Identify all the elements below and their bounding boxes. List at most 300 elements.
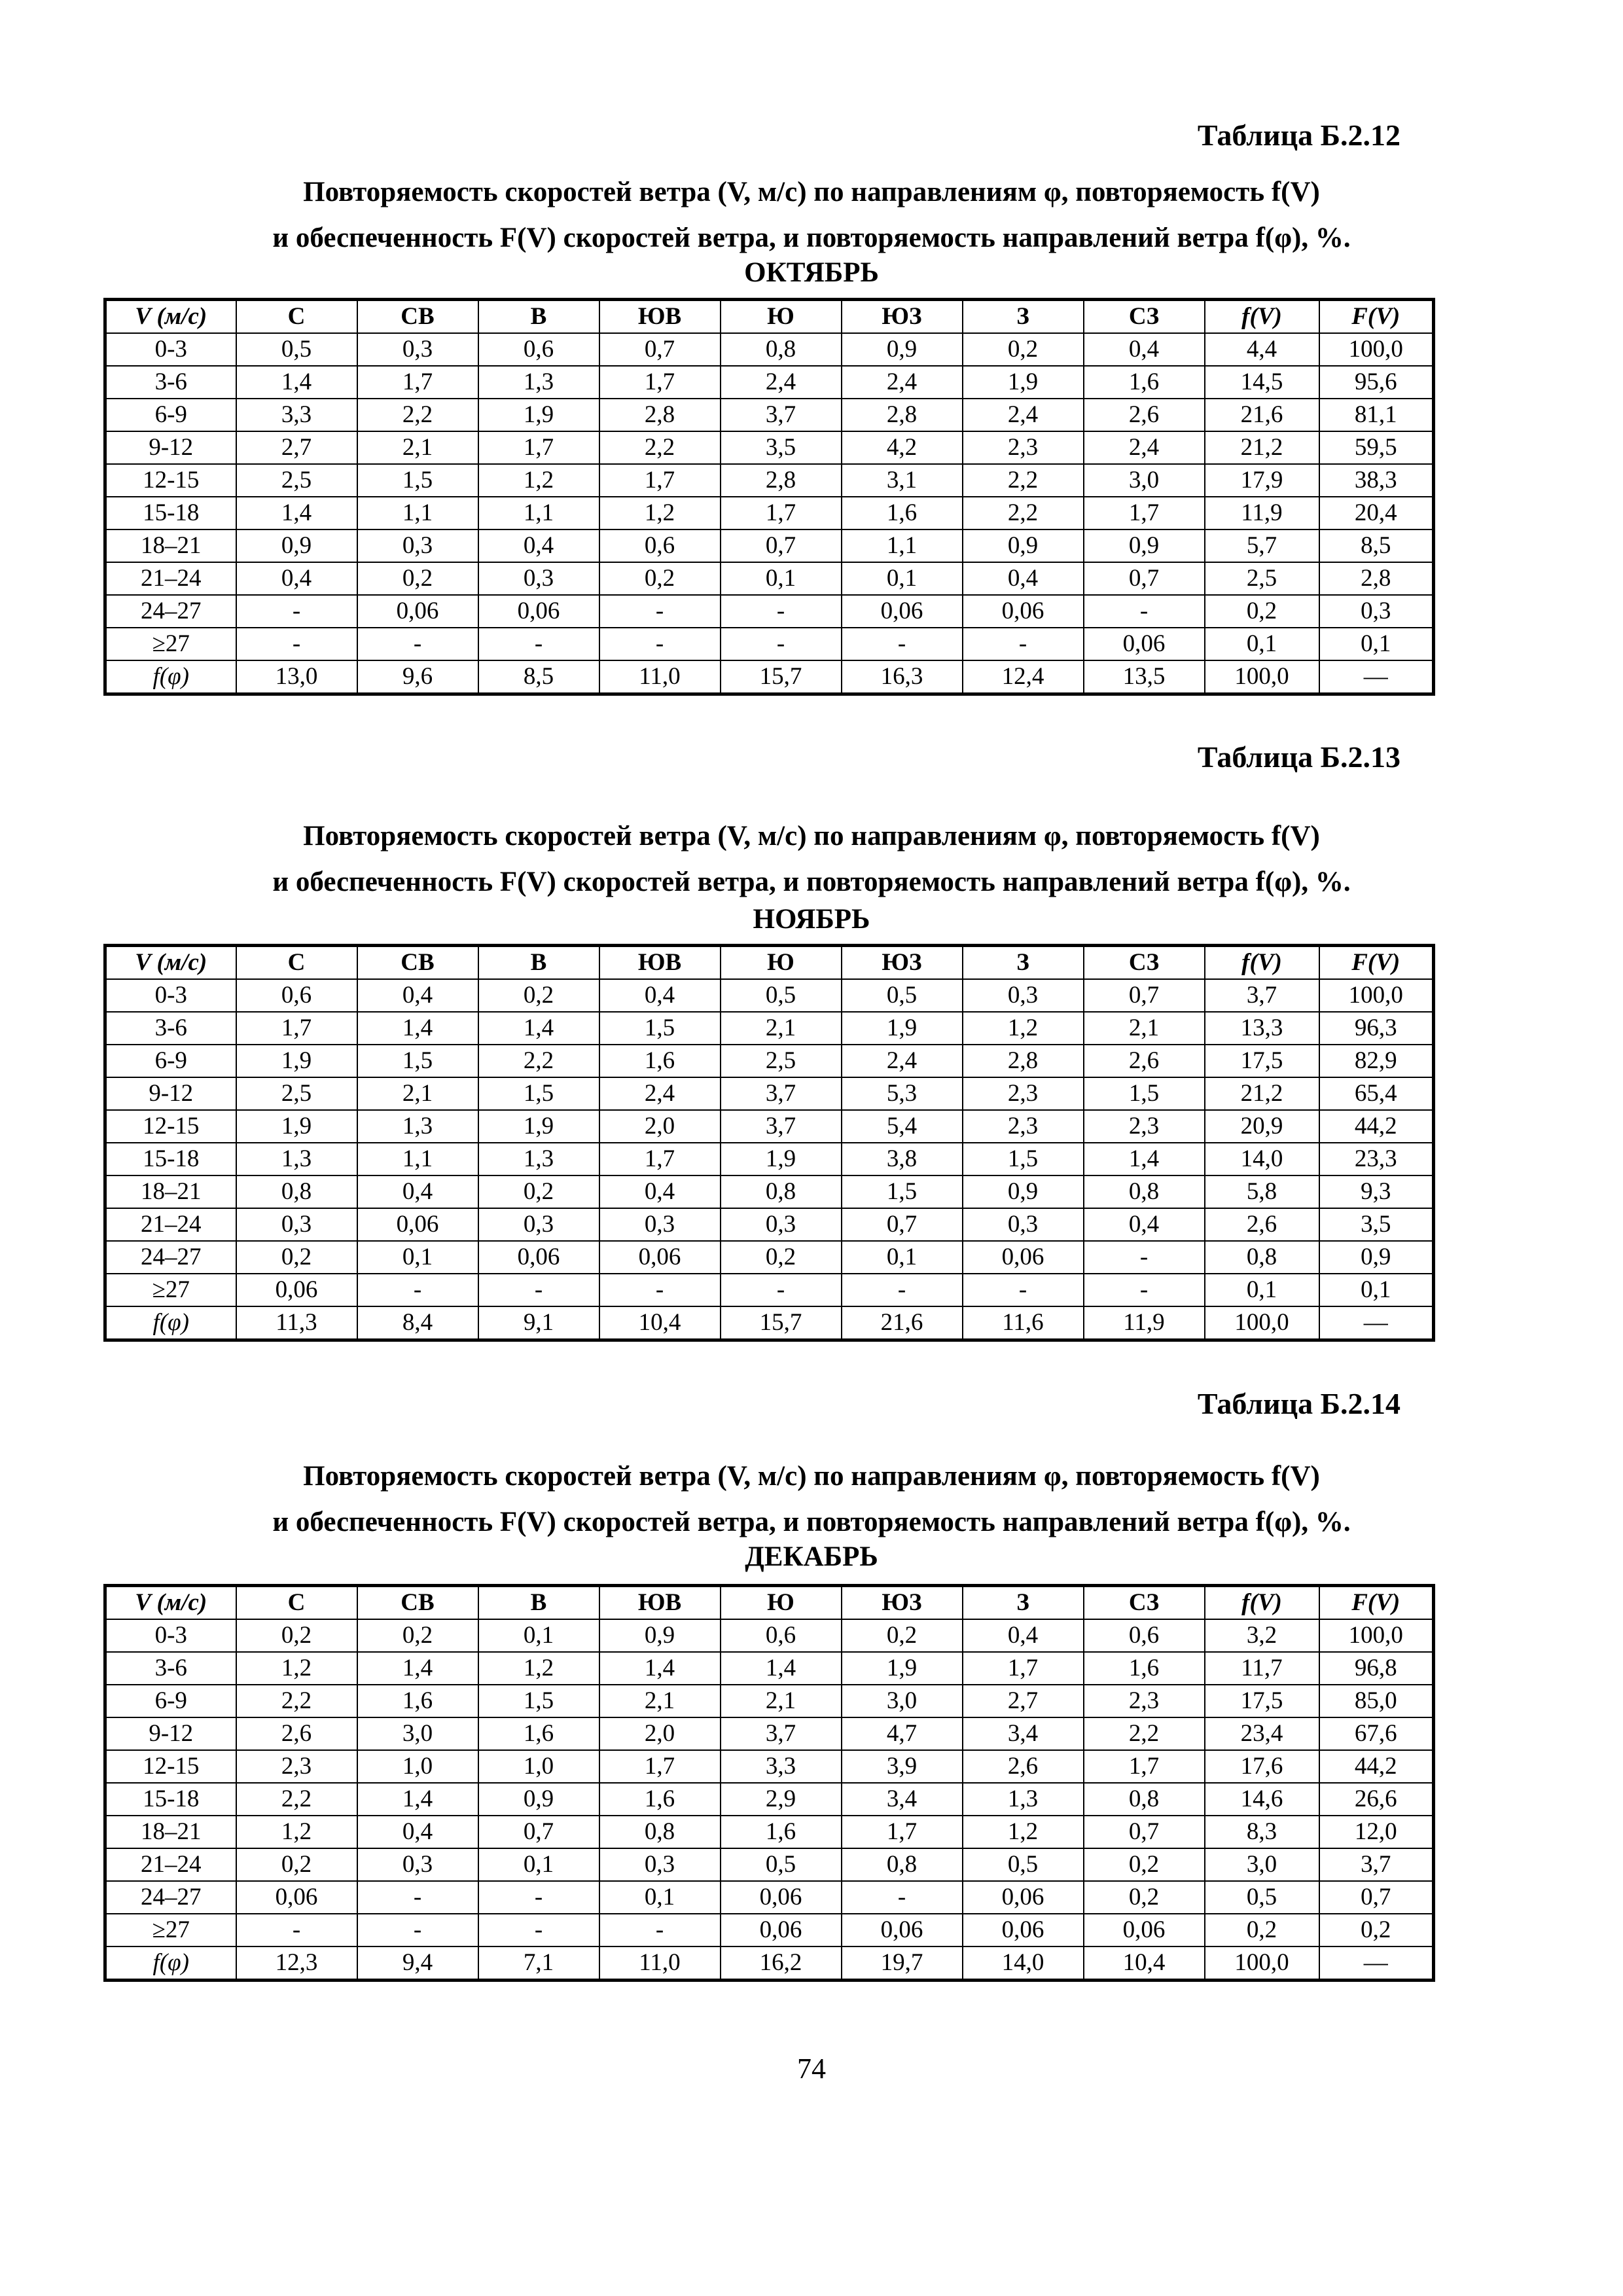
value-cell: 0,8	[1084, 1175, 1205, 1208]
value-cell: 0,3	[963, 1208, 1084, 1241]
value-cell: 10,4	[599, 1306, 721, 1340]
value-cell: 2,6	[236, 1717, 357, 1750]
column-header: З	[963, 1586, 1084, 1620]
value-cell: 100,0	[1205, 660, 1319, 694]
month-title: НОЯБРЬ	[753, 904, 870, 935]
value-cell: 1,2	[236, 1652, 357, 1685]
value-cell: 1,1	[357, 497, 478, 529]
value-cell: 0,06	[963, 1241, 1084, 1274]
value-cell: 0,5	[1205, 1881, 1319, 1914]
value-cell: -	[842, 1274, 963, 1306]
column-header: V (м/с)	[105, 1586, 236, 1620]
value-cell: 2,3	[236, 1750, 357, 1783]
value-cell: 0,2	[599, 562, 721, 595]
value-cell: 1,7	[963, 1652, 1084, 1685]
direction-frequency-row	[105, 1306, 1434, 1340]
value-cell: 0,2	[1205, 595, 1319, 628]
value-cell: 2,1	[721, 1685, 842, 1717]
value-cell: 0,8	[842, 1848, 963, 1881]
value-cell: -	[599, 1914, 721, 1946]
value-cell: 14,0	[963, 1946, 1084, 1981]
value-cell: 0,9	[963, 1175, 1084, 1208]
row-label-cell: 0-3	[105, 333, 236, 366]
value-cell: 3,9	[842, 1750, 963, 1783]
value-cell: 1,3	[236, 1143, 357, 1175]
value-cell: 100,0	[1205, 1306, 1319, 1340]
value-cell: 2,3	[963, 431, 1084, 464]
row-label-cell: f(φ)	[105, 660, 236, 694]
value-cell: -	[599, 1274, 721, 1306]
value-cell: 2,1	[357, 1077, 478, 1110]
value-cell: 0,3	[236, 1208, 357, 1241]
value-cell: 1,3	[478, 1143, 599, 1175]
column-header: В	[478, 946, 599, 980]
column-header: В	[478, 1586, 599, 1620]
value-cell: -	[357, 1881, 478, 1914]
value-cell: 0,4	[599, 979, 721, 1012]
value-cell: 3,7	[1205, 979, 1319, 1012]
value-cell: 2,6	[1084, 1045, 1205, 1077]
table-row	[105, 1750, 1434, 1783]
value-cell: 0,06	[842, 595, 963, 628]
value-cell: 16,3	[842, 660, 963, 694]
value-cell: -	[236, 628, 357, 660]
value-cell: 5,3	[842, 1077, 963, 1110]
value-cell: 100,0	[1319, 333, 1434, 366]
value-cell: 1,7	[478, 431, 599, 464]
value-cell: 2,4	[963, 399, 1084, 431]
value-cell: 0,7	[842, 1208, 963, 1241]
value-cell: 0,1	[357, 1241, 478, 1274]
month-title: ДЕКАБРЬ	[745, 1541, 878, 1572]
value-cell: 0,4	[357, 1175, 478, 1208]
value-cell: 0,3	[478, 562, 599, 595]
value-cell: 1,2	[478, 464, 599, 497]
value-cell: -	[236, 595, 357, 628]
value-cell: 3,0	[842, 1685, 963, 1717]
value-cell: 0,9	[842, 333, 963, 366]
value-cell: 2,2	[236, 1783, 357, 1816]
value-cell: 3,2	[1205, 1619, 1319, 1652]
row-label-cell: 21–24	[105, 1208, 236, 1241]
value-cell: 0,8	[721, 333, 842, 366]
value-cell: 3,7	[721, 1110, 842, 1143]
column-header: СВ	[357, 1586, 478, 1620]
value-cell: 2,3	[963, 1110, 1084, 1143]
row-label-cell: 6-9	[105, 1685, 236, 1717]
value-cell: 0,9	[478, 1783, 599, 1816]
value-cell: 9,4	[357, 1946, 478, 1981]
value-cell: 1,9	[721, 1143, 842, 1175]
value-cell: 0,9	[963, 529, 1084, 562]
value-cell: 0,1	[842, 1241, 963, 1274]
row-label-cell: 12-15	[105, 464, 236, 497]
table-row	[105, 1881, 1434, 1914]
value-cell: 0,6	[236, 979, 357, 1012]
value-cell: 0,7	[1084, 979, 1205, 1012]
value-cell: 14,6	[1205, 1783, 1319, 1816]
value-cell: 5,7	[1205, 529, 1319, 562]
value-cell: 2,7	[963, 1685, 1084, 1717]
value-cell: 2,3	[1084, 1685, 1205, 1717]
column-header: Ю	[721, 946, 842, 980]
column-header: f(V)	[1205, 946, 1319, 980]
table-label: Таблица Б.2.13	[1197, 740, 1400, 774]
value-cell: 1,3	[478, 366, 599, 399]
value-cell: -	[963, 628, 1084, 660]
value-cell: 0,6	[478, 333, 599, 366]
table-row	[105, 979, 1434, 1012]
value-cell: 17,6	[1205, 1750, 1319, 1783]
table-caption-line2: и обеспеченность F(V) скоростей ветра, и повторяемость направлений ветра f(φ), %.	[272, 1507, 1351, 1537]
value-cell: -	[478, 1274, 599, 1306]
value-cell: 2,5	[1205, 562, 1319, 595]
value-cell: 1,9	[842, 1012, 963, 1045]
value-cell: 0,8	[721, 1175, 842, 1208]
table-row	[105, 1012, 1434, 1045]
value-cell: 96,8	[1319, 1652, 1434, 1685]
column-header: З	[963, 946, 1084, 980]
table-row	[105, 562, 1434, 595]
value-cell: 1,0	[478, 1750, 599, 1783]
row-label-cell: 3-6	[105, 1012, 236, 1045]
table-row	[105, 1717, 1434, 1750]
value-cell: 3,3	[721, 1750, 842, 1783]
value-cell: 14,0	[1205, 1143, 1319, 1175]
value-cell: 9,3	[1319, 1175, 1434, 1208]
value-cell: 2,8	[1319, 562, 1434, 595]
column-header: ЮЗ	[842, 946, 963, 980]
table-row	[105, 1685, 1434, 1717]
value-cell: 0,2	[236, 1848, 357, 1881]
value-cell: 67,6	[1319, 1717, 1434, 1750]
value-cell: 0,1	[842, 562, 963, 595]
value-cell: 0,2	[357, 1619, 478, 1652]
value-cell: 12,3	[236, 1946, 357, 1981]
row-label-cell: 6-9	[105, 399, 236, 431]
value-cell: 0,4	[236, 562, 357, 595]
value-cell: 0,2	[963, 333, 1084, 366]
wind-table-october	[103, 298, 1435, 696]
value-cell: -	[478, 1914, 599, 1946]
value-cell: 17,9	[1205, 464, 1319, 497]
value-cell: 20,4	[1319, 497, 1434, 529]
value-cell: 0,3	[478, 1208, 599, 1241]
value-cell: 81,1	[1319, 399, 1434, 431]
value-cell: 0,2	[478, 1175, 599, 1208]
value-cell: 0,8	[1084, 1783, 1205, 1816]
table-row	[105, 1816, 1434, 1848]
table-row	[105, 1652, 1434, 1685]
value-cell: -	[478, 1881, 599, 1914]
table-header-row	[105, 300, 1434, 334]
row-label-cell: 3-6	[105, 366, 236, 399]
table-row	[105, 1619, 1434, 1652]
table-header-row	[105, 946, 1434, 980]
value-cell: 0,06	[721, 1914, 842, 1946]
value-cell: -	[1084, 1274, 1205, 1306]
value-cell: 1,5	[963, 1143, 1084, 1175]
value-cell: 0,1	[1319, 1274, 1434, 1306]
value-cell: 2,7	[236, 431, 357, 464]
value-cell: 11,6	[963, 1306, 1084, 1340]
value-cell: 0,4	[599, 1175, 721, 1208]
value-cell: 1,9	[478, 1110, 599, 1143]
value-cell: 0,06	[478, 1241, 599, 1274]
column-header: V (м/с)	[105, 946, 236, 980]
value-cell: 11,0	[599, 1946, 721, 1981]
value-cell: 2,1	[357, 431, 478, 464]
value-cell: 59,5	[1319, 431, 1434, 464]
value-cell: 2,5	[721, 1045, 842, 1077]
value-cell: -	[721, 595, 842, 628]
value-cell: 0,4	[357, 979, 478, 1012]
value-cell: 0,8	[599, 1816, 721, 1848]
value-cell: -	[1084, 1241, 1205, 1274]
value-cell: 1,7	[599, 1750, 721, 1783]
row-label-cell: 18–21	[105, 1816, 236, 1848]
value-cell: -	[236, 1914, 357, 1946]
value-cell: 2,5	[236, 464, 357, 497]
value-cell: 0,2	[842, 1619, 963, 1652]
page-number: 74	[797, 2053, 826, 2085]
value-cell: 0,6	[599, 529, 721, 562]
value-cell: 2,4	[721, 366, 842, 399]
value-cell: 2,2	[963, 497, 1084, 529]
value-cell: 2,5	[236, 1077, 357, 1110]
value-cell: 0,2	[1084, 1848, 1205, 1881]
value-cell: 2,0	[599, 1717, 721, 1750]
value-cell: 0,3	[963, 979, 1084, 1012]
value-cell: 0,06	[478, 595, 599, 628]
value-cell: 13,3	[1205, 1012, 1319, 1045]
table-row	[105, 333, 1434, 366]
value-cell: 5,4	[842, 1110, 963, 1143]
table-row	[105, 1241, 1434, 1274]
table-row	[105, 431, 1434, 464]
value-cell: —	[1319, 1946, 1434, 1981]
value-cell: 2,8	[842, 399, 963, 431]
row-label-cell: 24–27	[105, 1241, 236, 1274]
table-row	[105, 1077, 1434, 1110]
value-cell: 0,2	[721, 1241, 842, 1274]
value-cell: 2,2	[357, 399, 478, 431]
column-header: С	[236, 300, 357, 334]
value-cell: 0,3	[357, 529, 478, 562]
table-caption-line2: и обеспеченность F(V) скоростей ветра, и повторяемость направлений ветра f(φ), %.	[272, 223, 1351, 253]
value-cell: 0,06	[721, 1881, 842, 1914]
row-label-cell: ≥27	[105, 628, 236, 660]
value-cell: 4,4	[1205, 333, 1319, 366]
value-cell: -	[357, 628, 478, 660]
value-cell: 2,9	[721, 1783, 842, 1816]
value-cell: 3,0	[357, 1717, 478, 1750]
row-label-cell: 9-12	[105, 1077, 236, 1110]
value-cell: 3,5	[721, 431, 842, 464]
value-cell: 2,6	[963, 1750, 1084, 1783]
value-cell: 14,5	[1205, 366, 1319, 399]
value-cell: 9,6	[357, 660, 478, 694]
value-cell: 3,0	[1084, 464, 1205, 497]
value-cell: 0,9	[236, 529, 357, 562]
table-row	[105, 1274, 1434, 1306]
value-cell: 2,2	[599, 431, 721, 464]
value-cell: 0,5	[963, 1848, 1084, 1881]
table-caption-line2: и обеспеченность F(V) скоростей ветра, и повторяемость направлений ветра f(φ), %.	[272, 867, 1351, 897]
value-cell: 0,3	[357, 333, 478, 366]
row-label-cell: 0-3	[105, 1619, 236, 1652]
value-cell: 1,7	[1084, 497, 1205, 529]
table-row	[105, 628, 1434, 660]
value-cell: 3,7	[721, 399, 842, 431]
row-label-cell: 9-12	[105, 1717, 236, 1750]
value-cell: 2,4	[599, 1077, 721, 1110]
value-cell: 2,1	[599, 1685, 721, 1717]
value-cell: 1,4	[357, 1783, 478, 1816]
value-cell: 10,4	[1084, 1946, 1205, 1981]
value-cell: 0,06	[963, 1881, 1084, 1914]
value-cell: 1,4	[357, 1652, 478, 1685]
value-cell: 1,0	[357, 1750, 478, 1783]
value-cell: 1,2	[963, 1816, 1084, 1848]
value-cell: 0,3	[357, 1848, 478, 1881]
value-cell: 21,2	[1205, 431, 1319, 464]
value-cell: 0,7	[599, 333, 721, 366]
row-label-cell: 3-6	[105, 1652, 236, 1685]
value-cell: 0,1	[1205, 628, 1319, 660]
table-row	[105, 529, 1434, 562]
value-cell: 1,7	[599, 366, 721, 399]
value-cell: 1,5	[842, 1175, 963, 1208]
value-cell: 1,4	[599, 1652, 721, 1685]
value-cell: 1,5	[357, 464, 478, 497]
value-cell: —	[1319, 660, 1434, 694]
value-cell: 2,4	[842, 1045, 963, 1077]
value-cell: 1,4	[357, 1012, 478, 1045]
value-cell: 2,6	[1084, 399, 1205, 431]
value-cell: 8,4	[357, 1306, 478, 1340]
value-cell: 1,4	[478, 1012, 599, 1045]
value-cell: 1,7	[842, 1816, 963, 1848]
value-cell: 2,4	[842, 366, 963, 399]
value-cell: 1,3	[357, 1110, 478, 1143]
value-cell: 100,0	[1205, 1946, 1319, 1981]
value-cell: 8,5	[1319, 529, 1434, 562]
value-cell: 2,8	[721, 464, 842, 497]
value-cell: 19,7	[842, 1946, 963, 1981]
table-label: Таблица Б.2.14	[1197, 1387, 1400, 1420]
column-header: ЮВ	[599, 946, 721, 980]
value-cell: 1,9	[478, 399, 599, 431]
column-header: В	[478, 300, 599, 334]
value-cell: 0,2	[1205, 1914, 1319, 1946]
value-cell: 1,6	[599, 1783, 721, 1816]
value-cell: 44,2	[1319, 1750, 1434, 1783]
value-cell: 2,4	[1084, 431, 1205, 464]
table-caption-line1: Повторяемость скоростей ветра (V, м/с) по направлениям φ, повторяемость f(V)	[303, 1461, 1320, 1492]
value-cell: 1,2	[599, 497, 721, 529]
value-cell: 1,1	[842, 529, 963, 562]
table-row	[105, 366, 1434, 399]
value-cell: 4,7	[842, 1717, 963, 1750]
value-cell: 17,5	[1205, 1045, 1319, 1077]
value-cell: 1,2	[478, 1652, 599, 1685]
column-header: ЮВ	[599, 300, 721, 334]
value-cell: 1,1	[357, 1143, 478, 1175]
value-cell: 1,9	[236, 1045, 357, 1077]
value-cell: 1,6	[1084, 1652, 1205, 1685]
table-row	[105, 1175, 1434, 1208]
row-label-cell: 18–21	[105, 1175, 236, 1208]
value-cell: 0,4	[357, 1816, 478, 1848]
column-header: СЗ	[1084, 946, 1205, 980]
value-cell: 21,6	[842, 1306, 963, 1340]
table-row	[105, 464, 1434, 497]
row-label-cell: 15-18	[105, 1143, 236, 1175]
value-cell: 44,2	[1319, 1110, 1434, 1143]
value-cell: 2,2	[963, 464, 1084, 497]
value-cell: 2,2	[1084, 1717, 1205, 1750]
value-cell: 0,2	[357, 562, 478, 595]
value-cell: 1,6	[1084, 366, 1205, 399]
value-cell: 1,6	[721, 1816, 842, 1848]
value-cell: 2,3	[963, 1077, 1084, 1110]
table-row	[105, 1914, 1434, 1946]
value-cell: 0,4	[963, 1619, 1084, 1652]
column-header: СЗ	[1084, 1586, 1205, 1620]
value-cell: -	[599, 595, 721, 628]
column-header: V (м/с)	[105, 300, 236, 334]
value-cell: 2,1	[721, 1012, 842, 1045]
row-label-cell: 24–27	[105, 1881, 236, 1914]
table-header-row	[105, 1586, 1434, 1620]
column-header: Ю	[721, 300, 842, 334]
value-cell: 3,5	[1319, 1208, 1434, 1241]
table-row	[105, 1848, 1434, 1881]
value-cell: 0,7	[478, 1816, 599, 1848]
value-cell: 0,9	[1319, 1241, 1434, 1274]
value-cell: 85,0	[1319, 1685, 1434, 1717]
value-cell: 1,5	[599, 1012, 721, 1045]
value-cell: 0,8	[1205, 1241, 1319, 1274]
value-cell: -	[478, 628, 599, 660]
value-cell: 1,3	[963, 1783, 1084, 1816]
value-cell: 12,4	[963, 660, 1084, 694]
column-header: З	[963, 300, 1084, 334]
wind-table-december	[103, 1584, 1435, 1982]
value-cell: 0,3	[721, 1208, 842, 1241]
value-cell: 0,8	[236, 1175, 357, 1208]
table-row	[105, 1783, 1434, 1816]
value-cell: 0,7	[1084, 562, 1205, 595]
value-cell: 1,5	[478, 1685, 599, 1717]
value-cell: 0,6	[721, 1619, 842, 1652]
value-cell: 0,5	[721, 1848, 842, 1881]
value-cell: 1,2	[963, 1012, 1084, 1045]
column-header: ЮВ	[599, 1586, 721, 1620]
value-cell: 4,2	[842, 431, 963, 464]
value-cell: 1,7	[1084, 1750, 1205, 1783]
value-cell: 1,9	[963, 366, 1084, 399]
value-cell: 0,4	[1084, 1208, 1205, 1241]
row-label-cell: 21–24	[105, 562, 236, 595]
table-row	[105, 595, 1434, 628]
row-label-cell: 15-18	[105, 1783, 236, 1816]
value-cell: 1,6	[478, 1717, 599, 1750]
value-cell: 0,7	[1084, 1816, 1205, 1848]
value-cell: 0,06	[236, 1274, 357, 1306]
value-cell: 1,9	[842, 1652, 963, 1685]
